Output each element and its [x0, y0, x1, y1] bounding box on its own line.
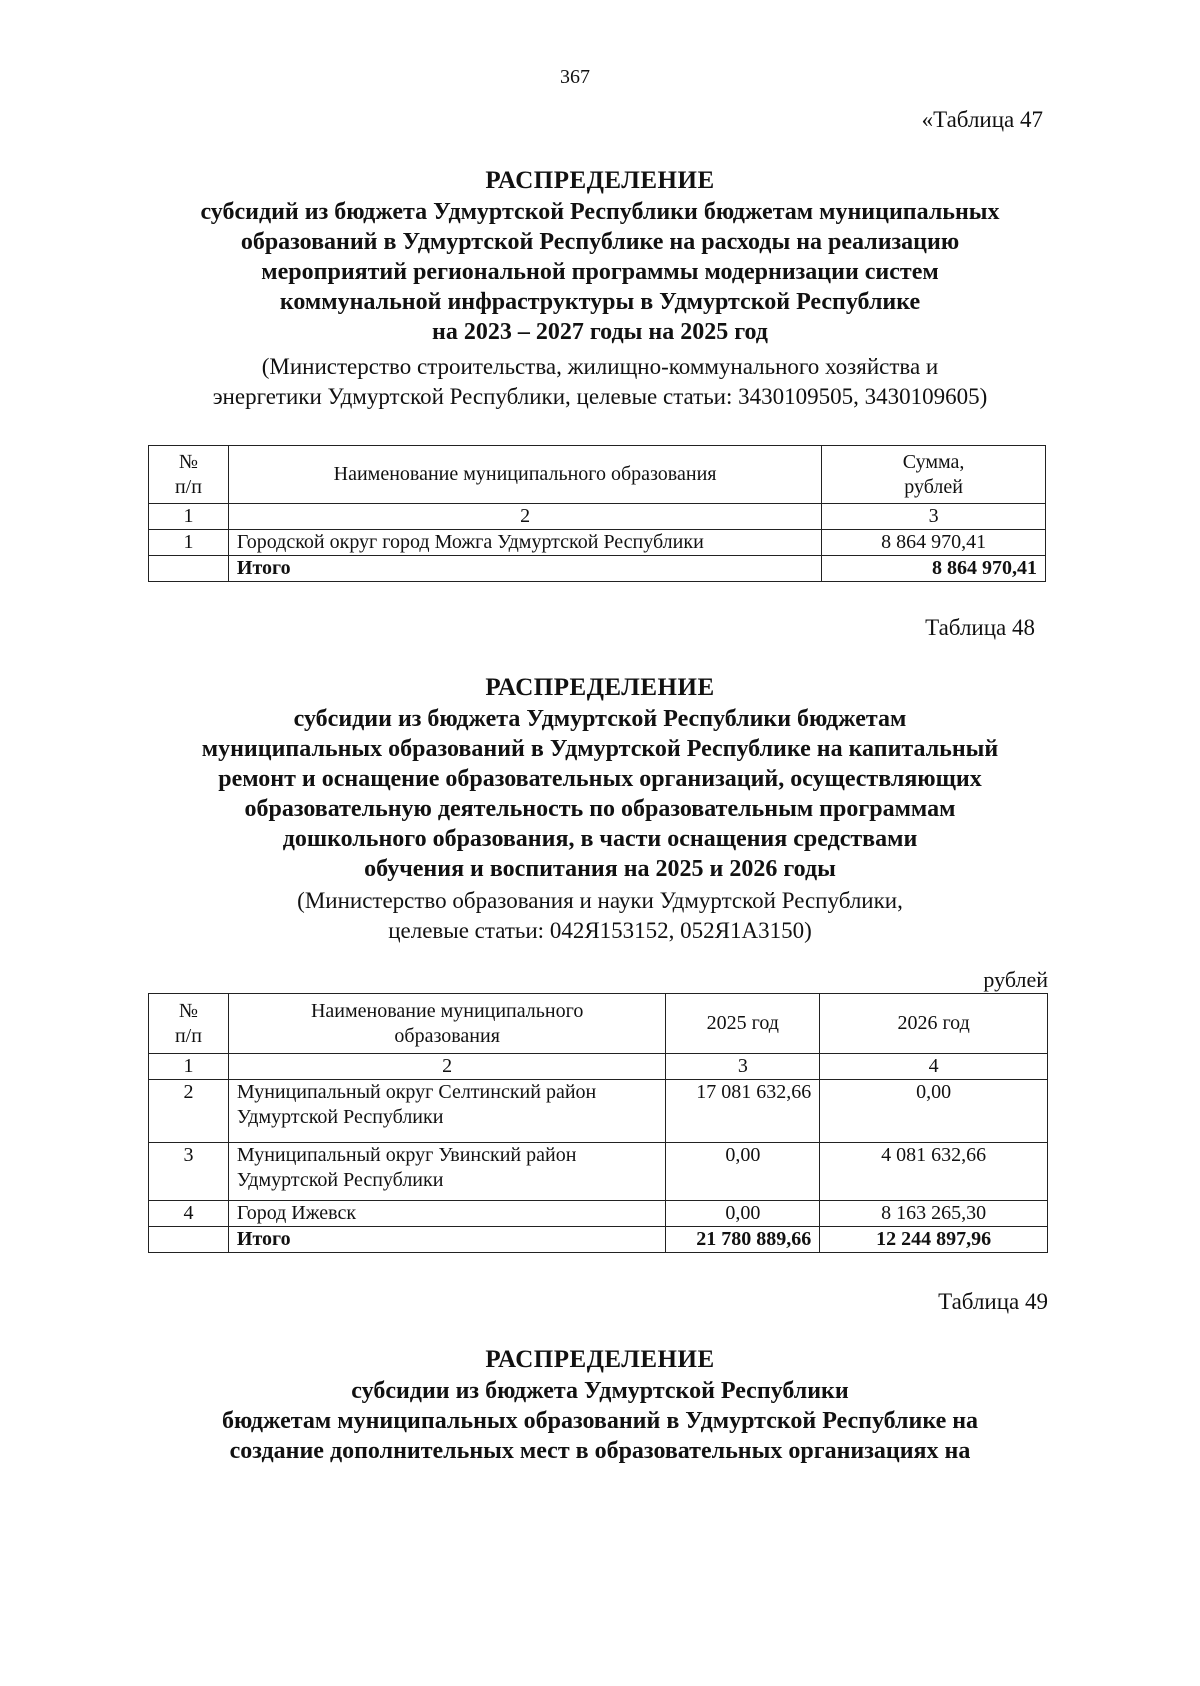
title-line: обучения и воспитания на 2025 и 2026 годы [364, 856, 836, 882]
row-num: 3 [149, 1143, 229, 1201]
row-num: 4 [149, 1201, 229, 1227]
page-number: 367 [560, 66, 590, 88]
header-2026: 2026 год [820, 994, 1048, 1054]
title-line: дошкольного образования, в части оснащения средствами [282, 826, 918, 852]
header-name: Наименование муниципального образования [228, 446, 821, 504]
row-name: Городской округ город Можга Удмуртской Республики [228, 530, 821, 556]
subtitle-line: (Министерство строительства, жилищно-коммунального хозяйства и [261, 354, 939, 379]
row-2026: 4 081 632,66 [820, 1143, 1048, 1201]
total-2025: 21 780 889,66 [666, 1227, 820, 1253]
title-line: мероприятий региональной программы модернизации систем [261, 259, 939, 285]
title-line: на 2023 – 2027 годы на 2025 год [432, 319, 768, 345]
title-line: ремонт и оснащение образовательных организаций, осуществляющих [218, 766, 982, 792]
title-line: образований в Удмуртской Республике на расходы на реализацию [240, 229, 960, 255]
row-name: Муниципальный округ Селтинский район Удмуртской Республики [228, 1080, 666, 1143]
col-number: 2 [228, 504, 821, 530]
table-48-title [140, 704, 1060, 946]
subtitle-line: целевые статьи: 042Я153152, 052Я1А3150) [388, 918, 812, 943]
title-line: субсидии из бюджета Удмуртской Республики [351, 1378, 849, 1404]
table-48-heading: РАСПРЕДЕЛЕНИЕ [485, 674, 715, 701]
title-line: субсидий из бюджета Удмуртской Республики бюджетам муниципальных [200, 199, 1000, 225]
total-sum: 8 864 970,41 [822, 556, 1046, 582]
row-name: Муниципальный округ Увинский район Удмуртской Республики [228, 1143, 666, 1201]
row-2025: 0,00 [666, 1201, 820, 1227]
table-row [149, 530, 1046, 556]
row-sum: 8 864 970,41 [822, 530, 1046, 556]
table-47-label: «Таблица 47 [921, 107, 1043, 132]
col-number: 4 [820, 1054, 1048, 1080]
table-47-heading: РАСПРЕДЕЛЕНИЕ [485, 167, 715, 194]
row-2025: 17 081 632,66 [666, 1080, 820, 1143]
row-num: 1 [149, 530, 229, 556]
row-2025: 0,00 [666, 1143, 820, 1201]
header-num: № п/п [149, 994, 229, 1054]
title-line: коммунальной инфраструктуры в Удмуртской Республике [279, 289, 921, 315]
header-num: № п/п [149, 446, 229, 504]
header-sum: Сумма, рублей [822, 446, 1046, 504]
total-row [149, 556, 1046, 582]
title-line: образовательную деятельность по образовательным программам [244, 796, 956, 822]
title-line: создание дополнительных мест в образовательных организациях на [229, 1438, 971, 1464]
table-row [149, 1201, 1048, 1227]
col-number: 1 [149, 1054, 229, 1080]
col-number: 3 [666, 1054, 820, 1080]
row-name: Город Ижевск [228, 1201, 666, 1227]
title-line: субсидии из бюджета Удмуртской Республики бюджетам [293, 706, 907, 732]
total-row [149, 1227, 1048, 1253]
table-row [149, 1143, 1048, 1201]
table-49-heading: РАСПРЕДЕЛЕНИЕ [485, 1346, 715, 1373]
col-number: 3 [822, 504, 1046, 530]
subtitle-line: (Министерство образования и науки Удмуртской Республики, [297, 888, 903, 913]
row-2026: 0,00 [820, 1080, 1048, 1143]
table-48 [148, 993, 1048, 1253]
table-48-label: Таблица 48 [925, 615, 1035, 640]
header-name: Наименование муниципального образования [228, 994, 666, 1054]
row-2026: 8 163 265,30 [820, 1201, 1048, 1227]
total-label: Итого [228, 1227, 666, 1253]
title-line: муниципальных образований в Удмуртской Республике на капитальный [201, 736, 999, 762]
row-num: 2 [149, 1080, 229, 1143]
table-47-title [140, 197, 1060, 412]
subtitle-line: энергетики Удмуртской Республики, целевые статьи: 3430109505, 3430109605) [212, 384, 988, 409]
table-49-title [140, 1376, 1060, 1466]
header-2025: 2025 год [666, 994, 820, 1054]
table-47 [148, 445, 1046, 582]
col-number: 2 [228, 1054, 666, 1080]
units-label: рублей [983, 967, 1048, 992]
table-row [149, 1080, 1048, 1143]
total-2026: 12 244 897,96 [820, 1227, 1048, 1253]
table-49-label: Таблица 49 [938, 1289, 1048, 1314]
total-label: Итого [228, 556, 821, 582]
col-number: 1 [149, 504, 229, 530]
title-line: бюджетам муниципальных образований в Удмуртской Республике на [221, 1408, 979, 1434]
